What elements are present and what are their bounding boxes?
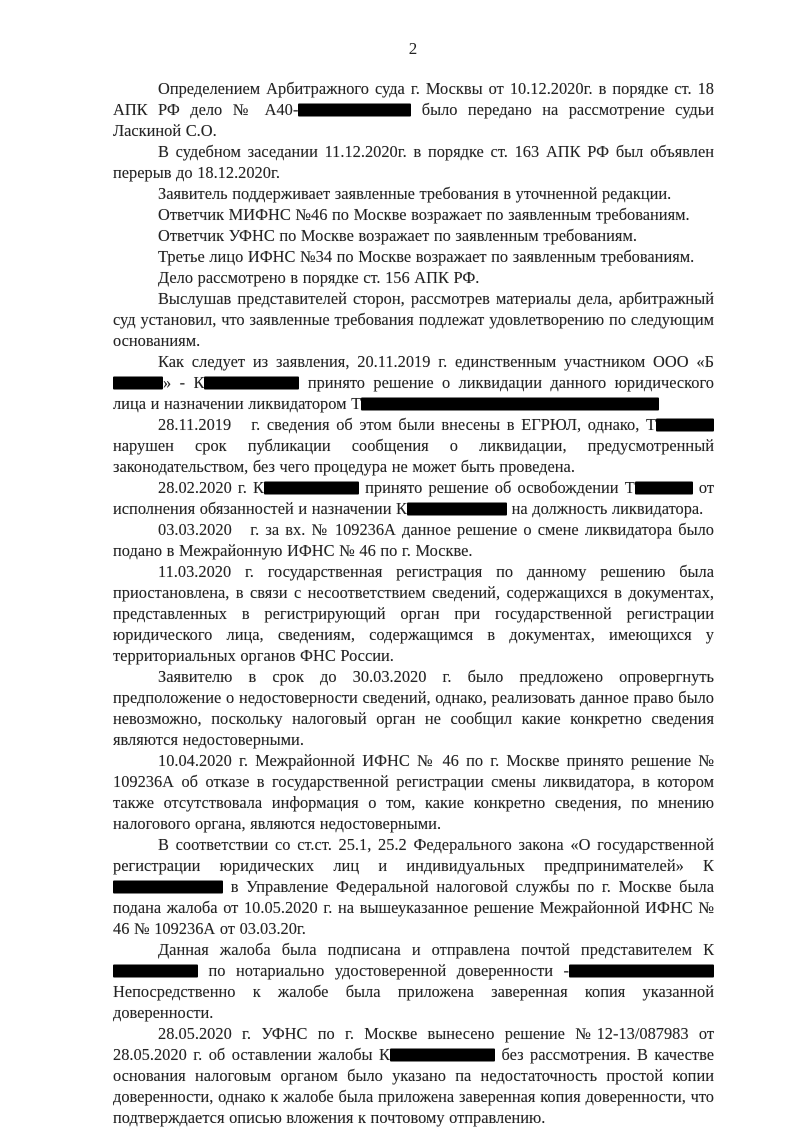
paragraph: 11.03.2020 г. государственная регистрация по данному решению была приостановлена, в связи с несоответствием сведений, содержащихся в документах, представленных в регистрирующий орган при государственной регистрации юридического лица, сведениям, содержащимся в документах, имеющихся у территориальных органов ФНС России. — [113, 562, 714, 665]
paragraph: 10.04.2020 г. Межрайонной ИФНС № 46 по г. Москве принято решение № 109236А об отказе в государственной регистрации смены ликвидатора, в котором также отсутствовала информация о том, какие конкретно сведения, по мнению налогового органа, являются недостоверными. — [113, 751, 714, 833]
paragraph: В соответствии со ст.ст. 25.1, 25.2 Федерального закона «О государственной регистрации юридических лиц и индивидуальных предпринимателей» К в Управление Федеральной налоговой службы по г. Москве была подана жалоба от 10.05.2020 г. на вышеуказанное решение Межрайонной ИФНС № 46 № 109236А от 03.03.20г. — [113, 835, 714, 938]
paragraph: Заявитель поддерживает заявленные требования в уточненной редакции. — [158, 184, 672, 203]
redaction-bar — [635, 482, 693, 495]
paragraph: Как следует из заявления, 20.11.2019 г. единственным участником ООО «Б» - К принято решение о ликвидации данного юридического лица и назначении ликвидатором Т — [113, 352, 715, 413]
page-number: 2 — [408, 39, 418, 58]
redaction-bar — [390, 1049, 495, 1062]
redaction-bar — [407, 503, 507, 516]
paragraph: Ответчик МИФНС №46 по Москве возражает по заявленным требованиям. — [158, 205, 690, 224]
redaction-bar — [113, 377, 163, 390]
paragraph: 28.11.2019 г. сведения об этом были внесены в ЕГРЮЛ, однако, Т нарушен срок публикации сообщения о ликвидации, предусмотренный законодательством, без чего процедура не может быть проведена. — [113, 415, 714, 476]
paragraph: 28.05.2020 г. УФНС по г. Москве вынесено решение №12-13/087983 от 28.05.2020 г. об оставлении жалобы К без рассмотрения. В качестве основания налоговым органом было указано па недостаточность простой копии доверенности, однако к жалобе была приложена заверенная копия доверенности, что подтверждается описью вложения к почтовому отправлению. — [113, 1024, 714, 1127]
redaction-bar — [264, 482, 359, 495]
paragraph: Выслушав представителей сторон, рассмотрев материалы дела, арбитражный суд установил, что заявленные требования подлежат удовлетворению по следующим основаниям. — [113, 289, 714, 350]
redaction-bar — [298, 104, 411, 117]
paragraph: Дело рассмотрено в порядке ст. 156 АПК РФ. — [158, 268, 480, 287]
redaction-bar — [113, 965, 198, 978]
paragraph: Ответчик УФНС по Москве возражает по заявленным требованиям. — [158, 226, 637, 245]
redaction-bar — [569, 965, 714, 978]
paragraph: Данная жалоба была подписана и отправлена почтой представителем К по нотариально удостоверенной доверенности - Непосредственно к жалобе была приложена заверенная копия указанной доверенности. — [113, 940, 714, 1022]
paragraph: 28.02.2020 г. К принято решение об освобождении Т от исполнения обязанностей и назначении К на должность ликвидатора. — [113, 478, 715, 518]
redaction-bar — [204, 377, 299, 390]
redaction-bar — [361, 398, 659, 411]
document-body — [113, 78, 714, 1128]
redaction-bar — [113, 881, 223, 894]
paragraph: 03.03.2020 г. за вх. № 109236А данное решение о смене ликвидатора было подано в Межрайонную ИФНС № 46 по г. Москве. — [113, 520, 714, 560]
paragraph: Определением Арбитражного суда г. Москвы от 10.12.2020г. в порядке ст. 18 АПК РФ дело № А40- было передано на рассмотрение судьи Ласкиной С.О. — [113, 79, 714, 140]
paragraph: Заявителю в срок до 30.03.2020 г. было предложено опровергнуть предположение о недостоверности сведений, однако, реализовать данное право было невозможно, поскольку налоговый орган не сообщил какие конкретно сведения являются недостоверными. — [113, 667, 714, 749]
paragraph: В судебном заседании 11.12.2020г. в порядке ст. 163 АПК РФ был объявлен перерыв до 18.12.2020г. — [113, 142, 714, 182]
paragraph: Третье лицо ИФНС №34 по Москве возражает по заявленным требованиям. — [158, 247, 695, 266]
redaction-bar — [656, 419, 714, 432]
